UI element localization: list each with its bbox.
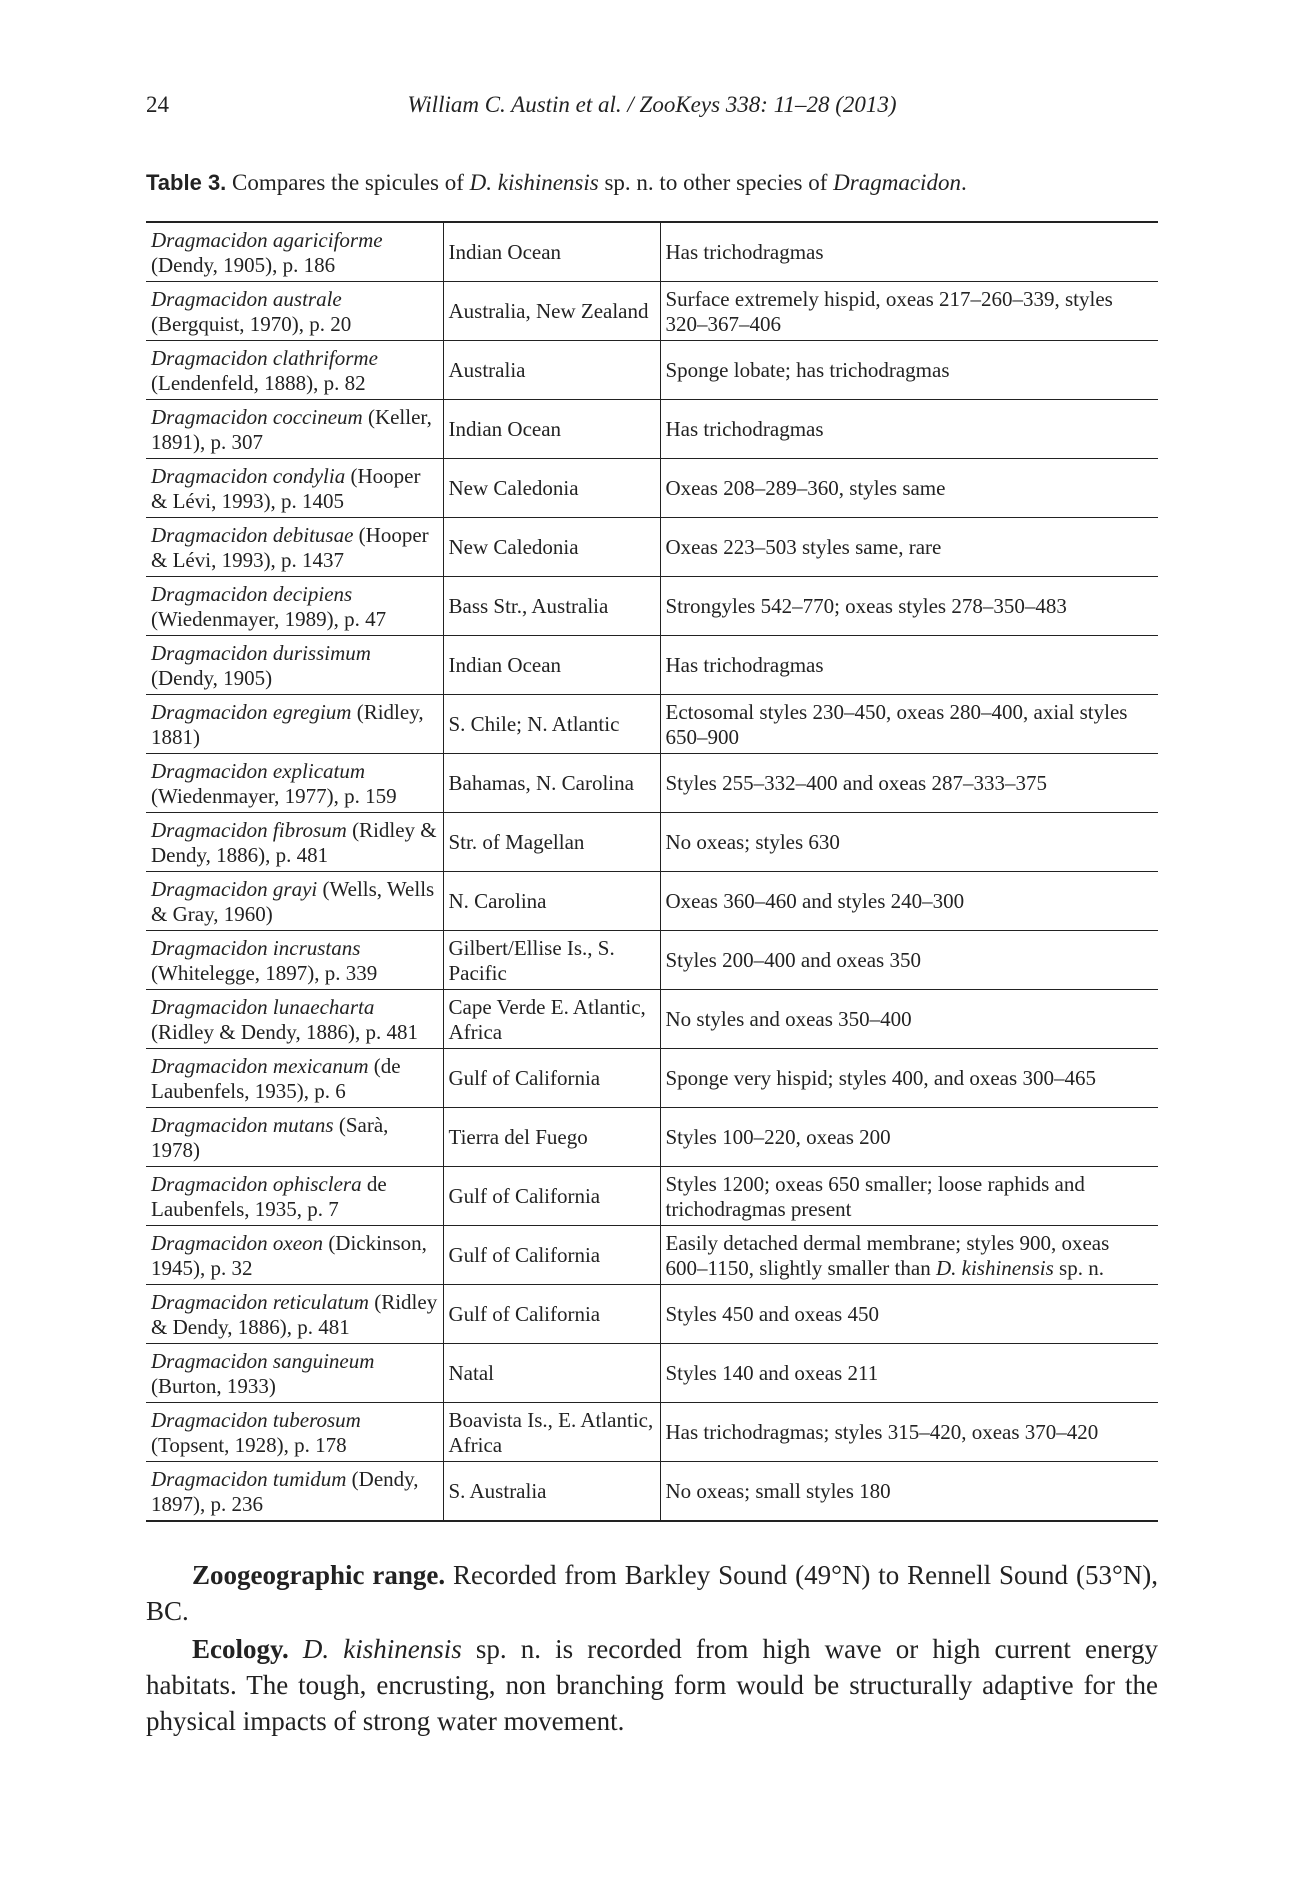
species-name: Dragmacidon sanguineum (151, 1348, 375, 1373)
spicules-text: No styles and oxeas 350–400 (665, 1007, 912, 1031)
locality-cell: Str. of Magellan (443, 813, 660, 872)
locality-cell: Gulf of California (443, 1226, 660, 1285)
spicules-species: D. kishinensis (935, 1255, 1054, 1280)
locality-cell: S. Australia (443, 1462, 660, 1522)
spicules-text: Has trichodragmas (665, 417, 824, 441)
spicules-cell (660, 341, 1158, 400)
species-name: Dragmacidon agariciforme (151, 227, 383, 252)
species-name: Dragmacidon ophisclera (151, 1171, 362, 1196)
spicules-text: Sponge very hispid; styles 400, and oxeas 300–465 (665, 1066, 1096, 1090)
species-cell (146, 341, 443, 400)
spicules-cell (660, 400, 1158, 459)
species-name: Dragmacidon clathriforme (151, 345, 378, 370)
spicules-text: No oxeas; small styles 180 (665, 1479, 891, 1503)
species-cell (146, 990, 443, 1049)
species-authority: (Burton, 1933) (151, 1373, 276, 1398)
species-authority: (Bergquist, 1970), p. 20 (151, 311, 352, 336)
spicules-text: Styles 1200; oxeas 650 smaller; loose raphids and trichodragmas present (665, 1171, 1085, 1221)
table-row (146, 931, 1158, 990)
species-name: Dragmacidon australe (151, 286, 342, 311)
species-cell (146, 636, 443, 695)
locality-cell: Tierra del Fuego (443, 1108, 660, 1167)
table-row (146, 695, 1158, 754)
species-cell (146, 813, 443, 872)
locality-cell: New Caledonia (443, 459, 660, 518)
spicules-cell (660, 1108, 1158, 1167)
locality-cell: Gulf of California (443, 1049, 660, 1108)
species-authority: (Dickinson, 1945), p. 32 (151, 1230, 427, 1280)
species-authority: (Dendy, 1905), p. 186 (151, 252, 336, 277)
spicules-cell (660, 1167, 1158, 1226)
table-row (146, 222, 1158, 282)
table-row (146, 1108, 1158, 1167)
spicules-text: Strongyles 542–770; oxeas styles 278–350–483 (665, 594, 1067, 618)
spicules-text: Styles 100–220, oxeas 200 (665, 1125, 891, 1149)
species-authority: (Wells, Wells & Gray, 1960) (151, 876, 435, 926)
species-name: Dragmacidon mexicanum (151, 1053, 369, 1078)
species-authority: (Wiedenmayer, 1989), p. 47 (151, 606, 387, 631)
species-comparison-table (146, 221, 1158, 1522)
spicules-cell (660, 990, 1158, 1049)
species-name: Dragmacidon explicatum (151, 758, 366, 783)
spicules-text: Oxeas 223–503 styles same, rare (665, 535, 942, 559)
species-authority: (Ridley, 1881) (151, 699, 424, 749)
spicules-cell (660, 1285, 1158, 1344)
spicules-cell (660, 459, 1158, 518)
species-authority: (Ridley & Dendy, 1886), p. 481 (151, 1019, 418, 1044)
species-name: Dragmacidon condylia (151, 463, 346, 488)
species-cell (146, 1462, 443, 1522)
spicules-cell (660, 282, 1158, 341)
species-name: Dragmacidon debitusae (151, 522, 354, 547)
table-row (146, 400, 1158, 459)
species-authority: (Hooper & Lévi, 1993), p. 1405 (151, 463, 421, 513)
table-body (146, 222, 1158, 1521)
locality-cell: Australia (443, 341, 660, 400)
locality-cell: Indian Ocean (443, 222, 660, 282)
species-authority: (Sarà, 1978) (151, 1112, 389, 1162)
table-row (146, 1462, 1158, 1522)
spicules-cell (660, 872, 1158, 931)
table-row (146, 1403, 1158, 1462)
locality-cell: Gilbert/Ellise Is., S. Pacific (443, 931, 660, 990)
ecology-heading: Ecology. (192, 1634, 289, 1664)
spicules-cell (660, 1403, 1158, 1462)
species-authority: (Whitelegge, 1897), p. 339 (151, 960, 378, 985)
page-number: 24 (146, 92, 169, 117)
spicules-cell (660, 754, 1158, 813)
locality-cell: Bahamas, N. Carolina (443, 754, 660, 813)
species-name: Dragmacidon grayi (151, 876, 318, 901)
table-caption (146, 170, 1158, 196)
species-name: Dragmacidon tuberosum (151, 1407, 361, 1432)
spicules-text: Styles 255–332–400 and oxeas 287–333–375 (665, 771, 1047, 795)
species-cell (146, 754, 443, 813)
table-row (146, 1285, 1158, 1344)
spicules-text: Has trichodragmas (665, 653, 824, 677)
species-cell (146, 931, 443, 990)
spicules-text: Oxeas 208–289–360, styles same (665, 476, 946, 500)
table-row (146, 990, 1158, 1049)
locality-cell: Natal (443, 1344, 660, 1403)
spicules-text: Sponge lobate; has trichodragmas (665, 358, 950, 382)
species-authority: de Laubenfels, 1935, p. 7 (151, 1171, 387, 1221)
spicules-cell (660, 577, 1158, 636)
species-authority: (Keller, 1891), p. 307 (151, 404, 432, 454)
caption-genus: Dragmacidon (833, 170, 961, 195)
table-row (146, 282, 1158, 341)
spicules-cell (660, 931, 1158, 990)
ecology-species: D. kishinensis (302, 1634, 462, 1664)
species-cell (146, 1167, 443, 1226)
zoogeographic-range-paragraph (146, 1557, 1158, 1629)
zoogeographic-range-text: Recorded from Barkley Sound (49°N) to Rennell Sound (53°N), BC. (146, 1560, 1158, 1626)
species-authority: (de Laubenfels, 1935), p. 6 (151, 1053, 401, 1103)
species-cell (146, 577, 443, 636)
spicules-text: Surface extremely hispid, oxeas 217–260–339, styles 320–367–406 (665, 286, 1113, 336)
table-row (146, 459, 1158, 518)
species-authority: (Wiedenmayer, 1977), p. 159 (151, 783, 397, 808)
species-name: Dragmacidon lunaecharta (151, 994, 375, 1019)
caption-text: Compares the spicules of (226, 170, 470, 195)
zoogeographic-range-heading: Zoogeographic range. (192, 1560, 446, 1590)
table-row (146, 1226, 1158, 1285)
locality-cell: Indian Ocean (443, 400, 660, 459)
species-name: Dragmacidon durissimum (151, 640, 371, 665)
spicules-cell (660, 695, 1158, 754)
species-authority: (Topsent, 1928), p. 178 (151, 1432, 347, 1457)
running-title: William C. Austin et al. / ZooKeys 338: 11–28 (2013) (407, 92, 897, 117)
spicules-text: No oxeas; styles 630 (665, 830, 840, 854)
locality-cell: S. Chile; N. Atlantic (443, 695, 660, 754)
species-name: Dragmacidon oxeon (151, 1230, 324, 1255)
table-row (146, 577, 1158, 636)
species-name: Dragmacidon fibrosum (151, 817, 347, 842)
spicules-cell (660, 222, 1158, 282)
species-authority: (Ridley & Dendy, 1886), p. 481 (151, 1289, 438, 1339)
locality-cell: New Caledonia (443, 518, 660, 577)
caption-text: . (960, 170, 967, 195)
species-cell (146, 400, 443, 459)
spicules-text: Easily detached dermal membrane; styles 900, oxeas 600–1150, slightly smaller than (665, 1230, 1110, 1280)
spicules-cell (660, 1462, 1158, 1522)
species-cell (146, 1226, 443, 1285)
ecology-paragraph (146, 1631, 1158, 1739)
table-row (146, 872, 1158, 931)
species-name: Dragmacidon decipiens (151, 581, 353, 606)
species-cell (146, 1403, 443, 1462)
spicules-text: Styles 450 and oxeas 450 (665, 1302, 879, 1326)
table-row (146, 1049, 1158, 1108)
spicules-text: Styles 140 and oxeas 211 (665, 1361, 879, 1385)
spicules-text: Has trichodragmas; styles 315–420, oxeas 370–420 (665, 1420, 1099, 1444)
table-label: Table 3. (146, 170, 227, 195)
table-row (146, 1344, 1158, 1403)
species-name: Dragmacidon egregium (151, 699, 352, 724)
species-name: Dragmacidon coccineum (151, 404, 363, 429)
species-cell (146, 518, 443, 577)
species-cell (146, 872, 443, 931)
spicules-cell (660, 1344, 1158, 1403)
species-name: Dragmacidon incrustans (151, 935, 361, 960)
locality-cell: Indian Ocean (443, 636, 660, 695)
table-row (146, 341, 1158, 400)
table-row (146, 754, 1158, 813)
species-authority: (Dendy, 1897), p. 236 (151, 1466, 419, 1516)
species-cell (146, 1344, 443, 1403)
spicules-text: Oxeas 360–460 and styles 240–300 (665, 889, 965, 913)
locality-cell: Gulf of California (443, 1167, 660, 1226)
locality-cell: Bass Str., Australia (443, 577, 660, 636)
spicules-text: Ectosomal styles 230–450, oxeas 280–400, axial styles 650–900 (665, 699, 1128, 749)
species-authority: (Ridley & Dendy, 1886), p. 481 (151, 817, 437, 867)
species-name: Dragmacidon reticulatum (151, 1289, 369, 1314)
species-cell (146, 1285, 443, 1344)
spicules-cell (660, 636, 1158, 695)
species-cell (146, 695, 443, 754)
caption-species: D. kishinensis (469, 170, 599, 195)
species-cell (146, 222, 443, 282)
table-row (146, 518, 1158, 577)
species-cell (146, 459, 443, 518)
ecology-text: sp. n. is recorded from high wave or high current energy habitats. The tough, encrusting, non branching form would be structurally adaptive for the physical impacts of strong water movement. (146, 1634, 1159, 1736)
spicules-text: Styles 200–400 and oxeas 350 (665, 948, 921, 972)
species-authority: (Hooper & Lévi, 1993), p. 1437 (151, 522, 429, 572)
species-authority: (Dendy, 1905) (151, 665, 273, 690)
spicules-cell (660, 1049, 1158, 1108)
spicules-cell (660, 518, 1158, 577)
spicules-cell (660, 1226, 1158, 1285)
species-cell (146, 1108, 443, 1167)
locality-cell: Australia, New Zealand (443, 282, 660, 341)
locality-cell: Boavista Is., E. Atlantic, Africa (443, 1403, 660, 1462)
species-cell (146, 1049, 443, 1108)
spicules-text-end: sp. n. (1053, 1255, 1104, 1280)
spicules-text: Has trichodragmas (665, 240, 824, 264)
spicules-cell (660, 813, 1158, 872)
table-row (146, 813, 1158, 872)
table-row (146, 1167, 1158, 1226)
species-cell (146, 282, 443, 341)
species-name: Dragmacidon mutans (151, 1112, 334, 1137)
species-name: Dragmacidon tumidum (151, 1466, 347, 1491)
caption-text: sp. n. to other species of (598, 170, 834, 195)
species-authority: (Lendenfeld, 1888), p. 82 (151, 370, 366, 395)
table-row (146, 636, 1158, 695)
locality-cell: Gulf of California (443, 1285, 660, 1344)
page-header (146, 92, 1158, 122)
locality-cell: N. Carolina (443, 872, 660, 931)
locality-cell: Cape Verde E. Atlantic, Africa (443, 990, 660, 1049)
